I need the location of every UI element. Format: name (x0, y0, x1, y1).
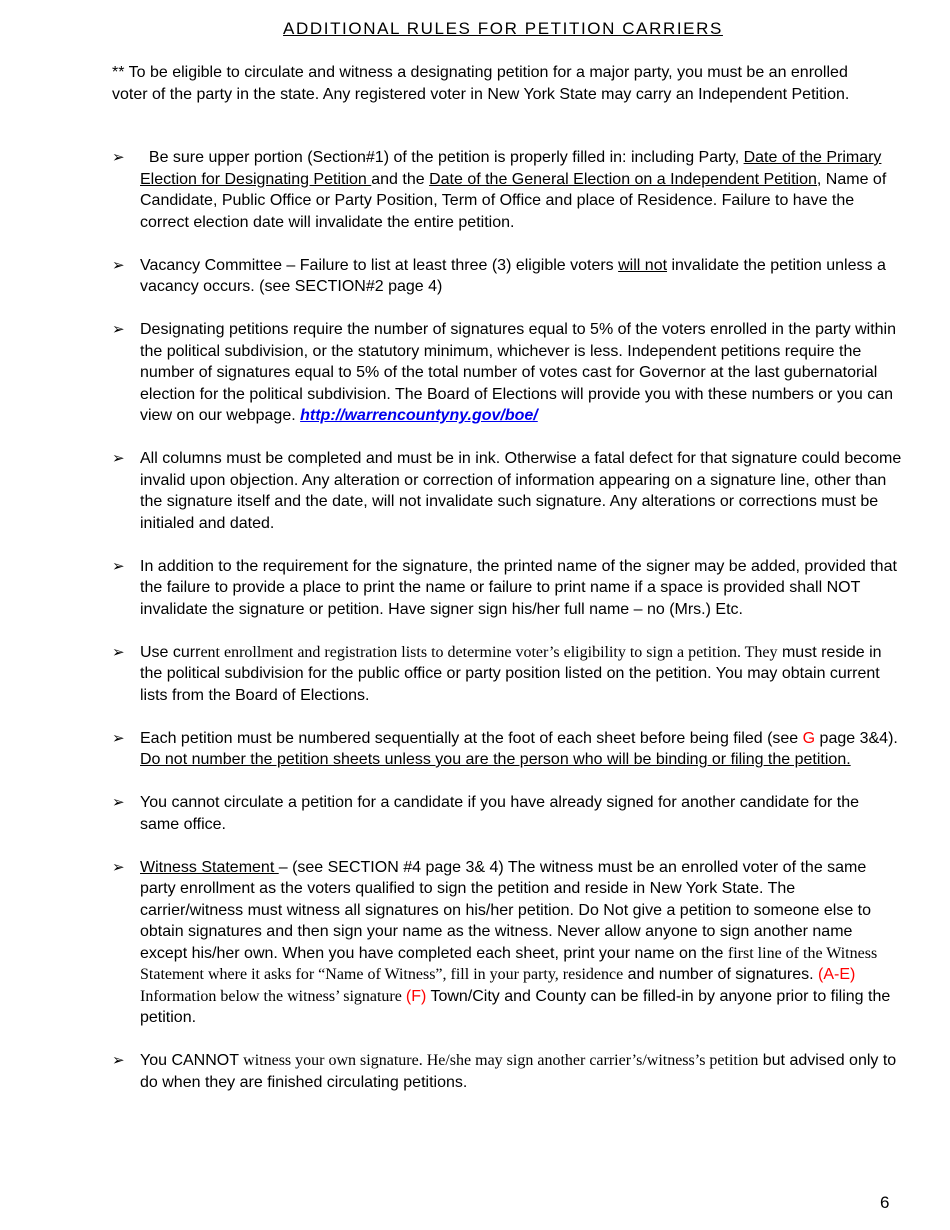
rule-enrollment-lists: ➢ Use current enrollment and registration lists to determine voter’s eligibility to sign a petition. They must reside in the political subdivision for the public office or party position listed on the petition. You may obtain current lists from the Board of Elections. (112, 643, 882, 704)
arrow-bullet-icon: ➢ (112, 858, 125, 876)
rule-signature-count: ➢ Designating petitions require the number of signatures equal to 5% of the voters enrolled in the party within the political subdivision, or the statutory minimum, whichever is less. Independent petitions require the number of signatures equal to 5% of the total number of votes cast for Governor at the last gubernatorial election for the political subdivision. The Board of Elections will provide you with these numbers or you can view on our webpage. http://warrencountyny.gov/boe/ (112, 321, 896, 424)
rule-one-candidate: ➢ You cannot circulate a petition for a candidate if you have already signed for another candidate for the same office. (112, 794, 859, 833)
rule-own-signature: ➢ You CANNOT witness your own signature. He/she may sign another carrier’s/witness’s petition but advised only to do when they are finished circulating petitions. (112, 1052, 897, 1091)
boe-webpage-link[interactable]: http://warrencountyny.gov/boe/ (300, 407, 538, 424)
arrow-bullet-icon: ➢ (112, 1052, 125, 1069)
rule-sheet-numbering: ➢ Each petition must be numbered sequentially at the foot of each sheet before being filed (see G page 3&4). Do not number the petition sheets unless you are the person who will be binding or filing the petition. (112, 729, 898, 768)
rule-witness-statement: ➢ Witness Statement – (see SECTION #4 page 3& 4) The witness must be an enrolled voter of the same party enrollment as the voters qualified to sign the petition and reside in New York State. The carrier/witness must witness all signatures on his/her petition. Do Not give a petition to someone else to obtain signatures and then sign your name as the witness. Never allow anyone to sign another name except his/her own. When you have completed each sheet, print your name on the first line of the Witness Statement where it asks for “Name of Witness”, fill in your party, residence and number of signatures. (A-E) Information below the witness’ signature (F) Town/City and County can be filled-in by anyone prior to filing the petition. (112, 858, 891, 1026)
arrow-bullet-icon: ➢ (112, 149, 125, 166)
arrow-bullet-icon: ➢ (112, 256, 125, 274)
rule-columns-ink: ➢ All columns must be completed and must be in ink. Otherwise a fatal defect for that signature could become invalid upon objection. Any alteration or correction of information appearing on a signature line, other than the signature itself and the date, will not invalidate such signature. Any alterations or corrections must be initialed and dated. (112, 450, 902, 532)
intro-paragraph: ** To be eligible to circulate and witness a designating petition for a major party, you must be an enrolled voter of the party in the state. Any registered voter in New York State may carry an Independent Petition. (112, 64, 850, 103)
arrow-bullet-icon: ➢ (112, 450, 125, 467)
rule-printed-name: ➢ In addition to the requirement for the signature, the printed name of the signer may be added, provided that the failure to provide a place to print the name or failure to print name if a space is provided shall NOT invalidate the signature or petition. Have signer sign his/her full name – no (Mrs.) Etc. (112, 557, 897, 618)
arrow-bullet-icon: ➢ (112, 557, 125, 575)
page-title: ADDITIONAL RULES FOR PETITION CARRIERS (283, 19, 723, 38)
arrow-bullet-icon: ➢ (112, 794, 125, 811)
rules-list (112, 147, 902, 1115)
arrow-bullet-icon: ➢ (112, 321, 125, 338)
page-number: 6 (880, 1193, 890, 1212)
arrow-bullet-icon: ➢ (112, 643, 125, 661)
rule-upper-portion: ➢ Be sure upper portion (Section#1) of the petition is properly filled in: including Party, Date of the Primary Election for Designating Petition and the Date of the General Election on a Independent Petition, Name of Candidate, Public Office or Party Position, Term of Office and place of Residence. Failure to have the correct election date will invalidate the entire petition. (112, 149, 887, 231)
arrow-bullet-icon: ➢ (112, 729, 125, 747)
rule-vacancy-committee: ➢ Vacancy Committee – Failure to list at least three (3) eligible voters will not invalidate the petition unless a vacancy occurs. (see SECTION#2 page 4) (112, 256, 886, 295)
